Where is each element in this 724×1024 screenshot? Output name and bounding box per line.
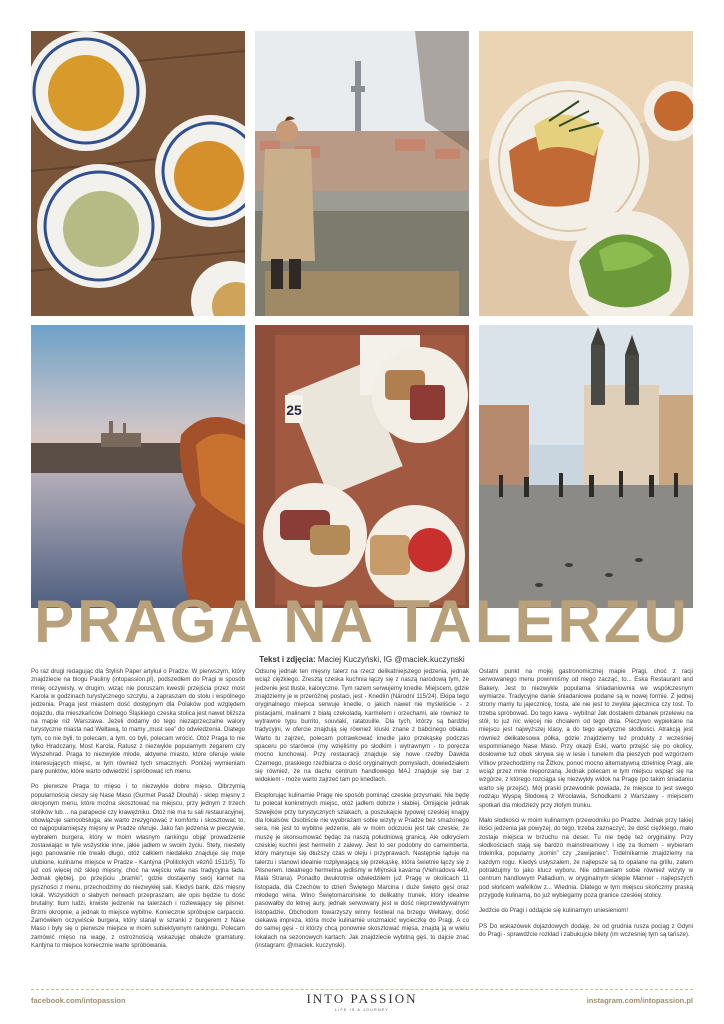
article-column-1: [31, 668, 245, 957]
instagram-link[interactable]: instagram.com/intopassion.pl: [586, 996, 693, 1005]
credit-label: Tekst i zdjęcia:: [259, 655, 316, 664]
paragraph: Jedźcie do Pragi i oddajcie się kulinarnym uniesieniom!: [479, 907, 629, 915]
article-column-2: [255, 668, 469, 957]
paragraph: PS Do wskazówek dojazdowych dodaję, że od grudnia rusza pociąg z Gdyni do Pragi - sprawdźcie rozkład i zabukujcie bilety (im wcześniej tym są tańsze).: [479, 922, 693, 938]
article-column-3: [479, 668, 693, 946]
paragraph: Odsunę jednak ten mięsny talerz na rzecz delikatniejszego jedzenia, jednak wciąż ciężkiego. Zresztą czeska kuchnia łączy się z naszą narodową tym, że jedzenie jest tłuste, kaloryczne. Tym razem serwujemy knedle. Miejscem, gdzie znajdziemy je w przeróżnej postaci, jest - Knedlín (Národní 115/24). Ekipa tego oryginalnego miejsca serwuje knedle, o jakich nawet nie myśleliście - z pistacjami, malinami z białą czekoladą, karmelem i orzechami, ale również te wytrawne typu burrito, souvlaki, ratatouille. Dla tych, którzy są bardziej tradycyjni, w ofercie znajdują się również kluski znane z babcinego obiadu. Warto tu zajrzeć, polecam potrawkować knedle jako przekąskę podczas spaceru po starówce (my wzięliśmy po słodkim i wytrawnym - to poręcza mocno lunchowa). Przy restauracji znajduje się nowe rzeźby Dawida Czernego, praskiego rzeźbiarza o dość oryginalnych pomysłach, dowiedziałem się również, że na dachu centrum handlowego MAJ znajduje się bar z widokiem - może warto zajrzeć tam po knedlach.: [255, 668, 469, 784]
paragraph: Po pierwsze Praga to mięso i to niezwykle dobre mięso. Olbrzymią popularnością cieszy się Nase Maso (Gurmet Pasáž Dlouhá) - sklep mięsny z okrojonym menu, które można skosztować na miejscu, przy jednym z trzech stolików lub… na parapecie czy krawężniku. Otóż nie ma tu sali restauracyjnej, obowiązuje samoobsługa, ale warto zrezygnować z komfortu i skosztować to, co najpopularniejszy mięsny w Pradze oferuje. Jako fan jedzenia w pieczywie, wybrałem burgera, który w moim własnym rankingu objął prowadzenie zostawiając w tyle wszystkie inne, jakie jadłem w swoim życiu. Stety, niestety jego panowanie nie trwało długo, otóż całkiem niedaleko znajduje się moje ulubione, kulinarne miejsce w Pradze - Kantýna (Politických vězňů 1511/5). To już coś więcej niż sklep mięsny, choć na wejściu wita nas tradycyjna lada. Jednak głębiej, po przejściu „bramki”, gdzie dostajemy swój karnet na pyszności z menu, przechodzimy do niezwykłej sali. Kiedyś bank, dziś mięsny lokal. Wszystkich o słabych nerwach przepraszam, ale opis będzie tu dość brutalny: tłum ludzi, krwiste jedzenie na talerzach i rozlewający się pilsner. Brzmi okropnie, a jednak to miejsce wybitne. Koniecznie spróbujcie carpaccio. Zamówiłem oczywiście burgera, który stanął w szranki z burgerem z Nase Maso i były się o pierwsze miejsce w moim subiektywnym rankingu. Polecam zamówić mięso na wagę, z ostrożnością wskazując obałuże gramaturę. Kantýna to miejsce koniecznie warte spróbowania.: [31, 783, 245, 949]
credit-text: Maciej Kuczyński, IG @maciek.kuczynski: [317, 655, 465, 664]
page-title: PRAGA NA TALERZU: [34, 588, 690, 655]
facebook-link[interactable]: facebook.com/intopassion: [31, 996, 126, 1005]
paragraph: Mało słodkości w moim kulinarnym przewodniku po Pradze. Jednak przy takiej ilości jedzenia jak powyżej, do tego, trzeba zaznaczyć, że dość ciężkiego, mało zostaje miejsca w brzuchu na deser. Tu nie będę też oryginalny. Przy słodkościach stają się bardzo mainstreamowy i idę za tłumem - wybieram trdelníka, popularny „komin” czy „zawijaniec”. Trdelníkarnie znajdziemy na każdym rogu. Kiedyś usłyszałem, że najlepsze są to opalane na grillu, zatem potraktujmy to jako klucz wyboru. Nie odmawiam sobie również wizyty w centrum handlowym Palladium, w oryginalnym sklepie Manner - najlepszych pod słońcem wafelków z... Wiednia. Dlatego w tym miejscu skończmy praską przygodę kulinarną, bo już wybiegamy poza granice czeskiej stolicy.: [479, 816, 693, 899]
meat-bread-platters-photo: [255, 325, 469, 608]
brand-tagline: LIFE IS A JOURNEY: [335, 1007, 389, 1012]
author-credit: [0, 655, 724, 664]
paragraph: Po raz drugi redagując dla Stylish Paper artykuł o Pradze. W pierwszym, który znajdziecie na blogu Pauliny (intopassion.pl), podszedłem do Pragi w sposób mniej oczywisty, w drugim, wiząc nie poruszam kwestii przejścia przez most Karola w godzinach turystycznego szczytu, a zapraszam do stołu i wspólnego jedzenia. Praga jest miastem dość dostępnym dla Polaków pod względem dojazdu, dla mieszkańców Dolnego Śląskiego czeska stolica jest nawet bliższa na mapie niż Warszawa. Jeżeli dodamy do tego niezaprzeczalne walory turystyczne miasta nad Wełtawą, to mamy „must see” do odwiedzenia. Dlatego tym, co nie byli, to polecam, a tym, co byli, polecam wrócić. Otóż Praga to nie tylko Hradczany, Most Karola, Ratusz z niezwykle popularnym zegarem czy Wyszehrad. Praga to niezwykle młode, aktywne miasto, które oferuje wiele interesujących miejsc, w tym również tych smacznych. Poniżej wymieniam parę punktów, które warto odwiedzić i spróbować ich menu.: [31, 668, 245, 776]
dumplings-plates-photo: [31, 31, 245, 316]
dish-with-salad-photo: [479, 31, 693, 316]
old-town-square-photo: [479, 325, 693, 608]
man-coat-prague-view-photo: [255, 31, 469, 316]
brand-logo: INTO PASSION: [306, 991, 418, 1006]
prague-castle-river-dusk-photo: [31, 325, 245, 608]
number-card-text: 25: [286, 402, 302, 418]
paragraph: Ostatni punkt na mojej gastronomicznej mapie Pragi, choć z racji serwowanego menu powinniśmy od niego zacząć, to... Eska Restaurant and Bakery. Jest to niezwykle popularna śniadaniownia we współczesnym wymiarze. Tradycyjne danie śniadaniowe podane są w nowej formie. Z jednej strony mamy tu jajecznicę, tosta, ale nie jest to zwykła jajecznica czy tost. To trzeba spróbować. Do tego kawa - wybitna! Jak dostałem dzbanek przelewu na stół, to już nic więcej nie chciałem od tego dnia. Pieczywo wypiekane na miejscu jest najwyższej klasy, a do tego apetyczne słodkości. Atrakcją jest również delikatesowa półka, gdzie znajdziemy też produkty z wcześniej wspomnianego Nase Maso. Przy okazji Eski, warto przejść się po okolicy, dosłownie tuż obok skrywa się w lesie i tunelem dla pieszych pod wzgórzem Vítkov przechodzimy na Žižkov, ponoć mocno alternatywną dzielnicę Pragi, ale wciąż przez mnie nieponzaną. Jednak polecam w tym miejscu wspiąć się na wzgórze, z którego rozciąga się niezwykły widok na Pragę (po takim śniadaniu warto się przejść). Mój praski przewodnik powiada, że miejsce to jest swego rodzaju Wyspą Słodową z Wrocławia, Schodkami z Warszawy - miejscem spotkań dla młodzieży przy złotym trunku.: [479, 668, 693, 809]
footer-divider: [31, 989, 693, 990]
paragraph: Eksplorując kulinarnie Pragę nie sposób pominąć czeskie przysmaki. Nie będę tu polecał konkretnych miejsc, otóż jadłem dobrze i słabiej. Omijajcie jednak Szwejków przy turystycznych szlakach, a poszukajcie typowej czeskiej knajpy dla lokalsów. Osobiście nie wyobrażam sobie wizyty w Pradze bez smażonego sera, nie jest to wybitne jedzenie, ale w moim odczuciu jest tak czeskie, że muszę je skonsumować będąc za naszą południową granicą. Ale odkryciem czeskiej kuchni jest hermelín z zalewy. Jest to ser podobny do camemberta, który marynuje się dłuższy czas w oleju i przyprawach. Następnie ląduje na talerzu i stanowi idealnie rozpływającą się przekąskę, która świetnie łączy się z Pilsnerem. Idealnego hermelína jedliśmy w Mlýnská kavárna (Vlehradova 449, Malá Strana). Ponadto dwukrotnie odwiedziłem już Pragę w okolicach 11 listopada, dla Czechów to dzień Świętego Marcina i duże święto gęsi oraz młodego wina. Wino Świętomarcińskie to delikatny trunek, który idealnie pasowałby do letnej aury, jednak serwowany jest w dość nieprzewidywalnym listopadzie. Obchodom towarzyszy winny festiwal na brzegu Wełtawy, dość ciekawa impreza, która może kulinarnie urozmaicić wycieczkę do Pragi. A co do samej gęsi - ci którzy chcą ponownie skosztować mięsa, znajdą ją w wielu lokalach na sezonowych kartach. Jak znajdziecie wybitną gęś, to dajcie znać (instagram: @maciek. kuczynski).: [255, 791, 469, 949]
